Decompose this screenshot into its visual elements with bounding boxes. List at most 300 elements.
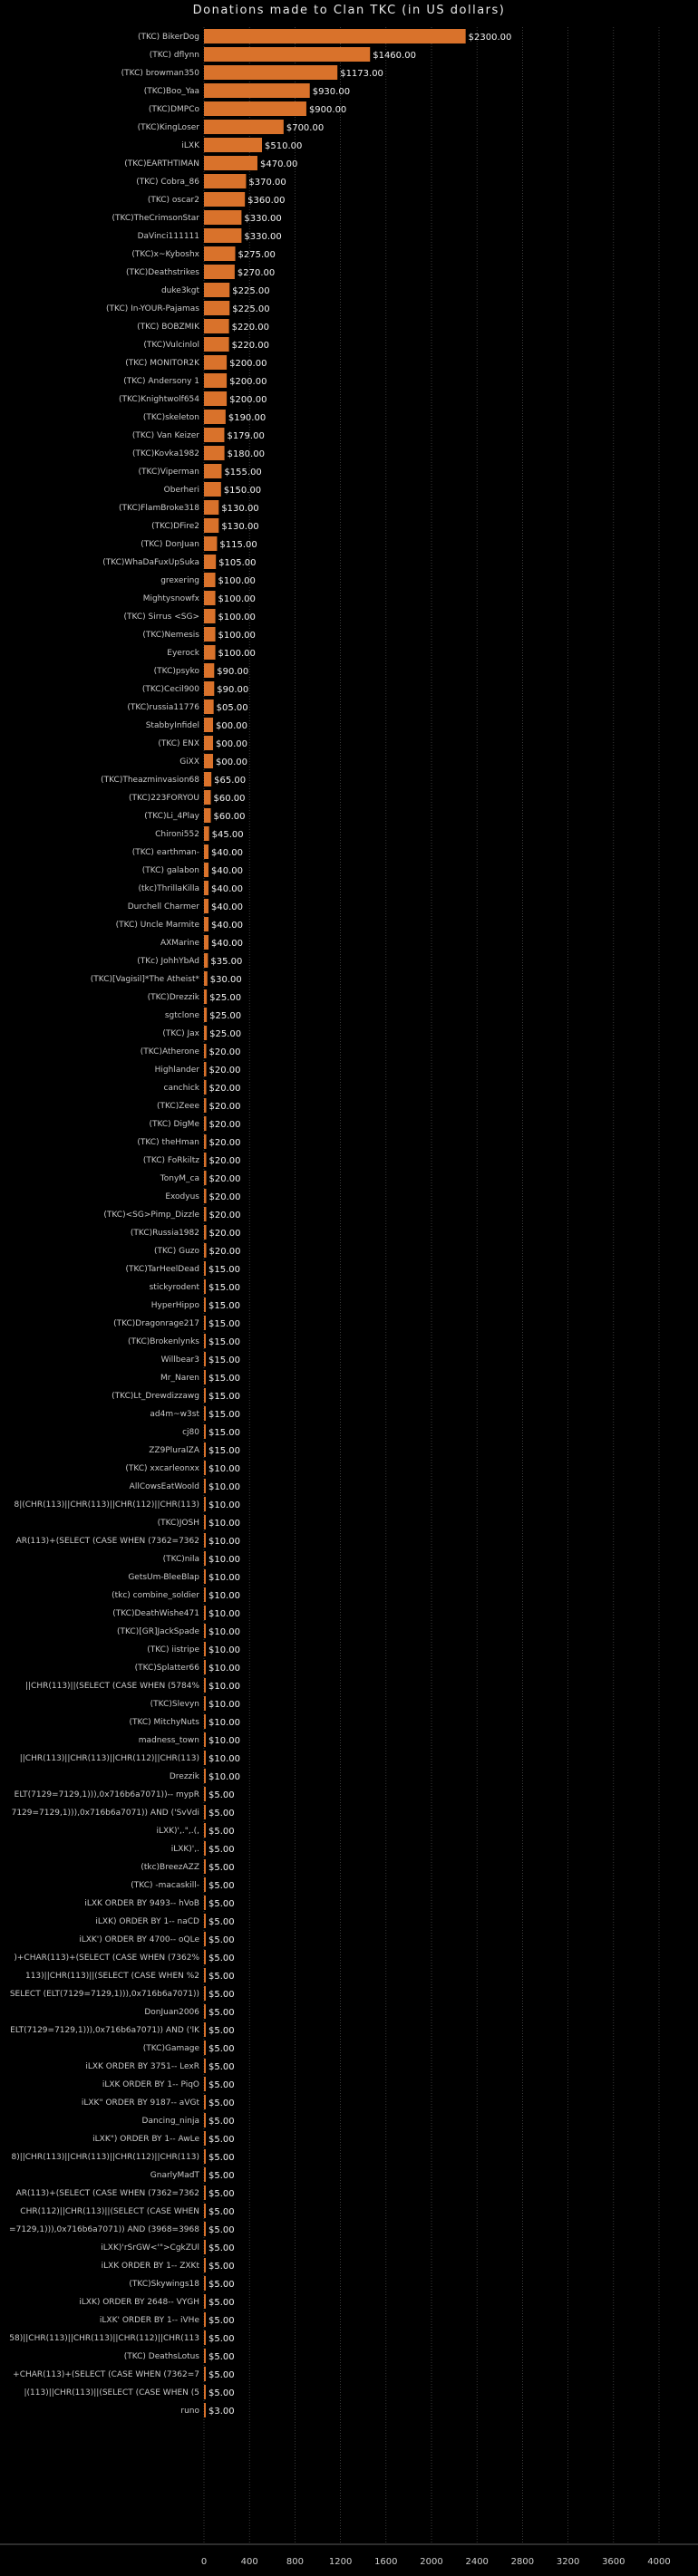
category-label: |(113)||CHR(113)||(SELECT (CASE WHEN (5 <box>24 2388 199 2398</box>
bar <box>204 1823 206 1838</box>
category-label: (TKC) ENX <box>158 739 199 748</box>
value-label: $5.00 <box>208 2117 235 2127</box>
value-label: $10.00 <box>208 1573 240 1583</box>
bar <box>204 1116 207 1131</box>
value-label: $20.00 <box>208 1084 241 1094</box>
value-label: $510.00 <box>265 141 303 151</box>
category-label: stickyrodent <box>149 1283 199 1292</box>
bar <box>204 1171 207 1185</box>
value-label: $20.00 <box>208 1192 241 1202</box>
bar <box>204 2185 206 2200</box>
category-label: 8|(CHR(113)||CHR(113)||CHR(112)||CHR(113) <box>14 1500 199 1510</box>
value-label: $20.00 <box>208 1247 241 1257</box>
category-label: sgtclone <box>164 1011 199 1020</box>
bar <box>204 2022 206 2037</box>
bar <box>204 826 209 841</box>
value-label: $10.00 <box>208 1627 240 1637</box>
bar <box>204 1388 206 1403</box>
bar <box>204 2294 206 2309</box>
bar <box>204 1189 207 1203</box>
bar <box>204 863 208 877</box>
bar <box>204 953 208 968</box>
bar <box>204 192 245 207</box>
bar <box>204 790 211 805</box>
value-label: $5.00 <box>208 2316 235 2326</box>
bar <box>204 156 257 170</box>
bar <box>204 772 211 786</box>
value-label: $5.00 <box>208 2080 235 2090</box>
category-label: (TKC)Slevyn <box>150 1700 199 1709</box>
bar <box>204 663 214 678</box>
bar <box>204 1080 207 1095</box>
category-label: iLXK)',.",.(, <box>156 1827 199 1836</box>
value-label: $3.00 <box>208 2407 235 2417</box>
value-label: $20.00 <box>208 1156 241 1166</box>
bar <box>204 881 208 895</box>
bar <box>204 29 466 43</box>
bar <box>204 1660 206 1674</box>
bar <box>204 2059 206 2073</box>
value-label: $10.00 <box>208 1482 240 1492</box>
value-label: $220.00 <box>231 323 269 333</box>
value-label: $225.00 <box>232 304 270 314</box>
value-label: $200.00 <box>229 395 267 405</box>
value-label: $40.00 <box>211 902 244 912</box>
category-label: iLXK)',. <box>170 1845 199 1854</box>
bar <box>204 1026 207 1040</box>
category-label: (TKC)Skywings18 <box>129 2280 199 2289</box>
bar <box>204 1986 206 2001</box>
category-label: ELT(7129=7129,1))),0x716b6a7071)) AND ('lK <box>10 2026 199 2035</box>
value-label: $155.00 <box>224 468 262 478</box>
bar <box>204 1479 206 1493</box>
category-label: (TKC) Van Keizer <box>131 431 199 440</box>
value-label: $5.00 <box>208 2044 235 2054</box>
bar <box>204 1207 207 1221</box>
bar <box>204 2312 206 2327</box>
value-label: $40.00 <box>211 884 244 894</box>
bar <box>204 1243 207 1258</box>
value-label: $60.00 <box>213 794 246 804</box>
bar <box>204 989 207 1004</box>
value-label: $10.00 <box>208 1500 240 1510</box>
value-label: $130.00 <box>221 522 259 532</box>
value-label: $00.00 <box>216 721 248 731</box>
bar <box>204 428 224 442</box>
value-label: $20.00 <box>208 1066 241 1076</box>
value-label: $10.00 <box>208 1736 240 1746</box>
value-label: $370.00 <box>248 178 286 188</box>
bar <box>204 971 208 986</box>
value-label: $45.00 <box>211 830 244 840</box>
value-label: $150.00 <box>223 486 262 496</box>
value-label: $00.00 <box>216 739 248 749</box>
category-label: iLXK ORDER BY 9493-- hVoB <box>84 1899 199 1908</box>
bar <box>204 1134 207 1149</box>
value-label: $5.00 <box>208 1863 235 1873</box>
value-label: $15.00 <box>208 1265 240 1275</box>
bar <box>204 1751 206 1765</box>
value-label: $5.00 <box>208 1881 235 1891</box>
bar <box>204 301 229 315</box>
category-label: iLXK <box>181 141 199 150</box>
category-label: Mr_Naren <box>160 1374 199 1383</box>
bar <box>204 1225 207 1240</box>
value-label: $20.00 <box>208 1138 241 1148</box>
category-label: (TKC) DonJuan <box>141 540 199 549</box>
category-label: iLXK ORDER BY 1-- PiqO <box>102 2080 199 2089</box>
category-label: iLXK ORDER BY 3751-- LexR <box>85 2062 199 2071</box>
category-label: Eyerock <box>167 649 199 658</box>
bar <box>204 174 246 188</box>
bar <box>204 1153 207 1167</box>
bar <box>204 2240 206 2254</box>
bar <box>204 1370 206 1384</box>
category-label: iLXK) ORDER BY 1-- naCD <box>95 1917 199 1926</box>
value-label: $5.00 <box>208 2225 235 2235</box>
value-label: $10.00 <box>208 1609 240 1619</box>
value-label: $25.00 <box>209 1011 242 1021</box>
bar <box>204 2204 206 2218</box>
bar <box>204 2149 206 2164</box>
category-label: (TKC)Gamage <box>142 2044 199 2053</box>
bar <box>204 1298 206 1312</box>
value-label: $10.00 <box>208 1682 240 1692</box>
bar <box>204 2385 206 2399</box>
value-label: $100.00 <box>218 576 256 586</box>
value-label: $20.00 <box>208 1102 241 1112</box>
x-tick-label: 800 <box>286 2557 304 2567</box>
bar <box>204 2403 206 2417</box>
category-label: (TKC) Sirrus <SG> <box>123 613 199 622</box>
bar <box>204 1008 207 1022</box>
value-label: $330.00 <box>244 214 282 224</box>
category-label: (TKC) In-YOUR-Pajamas <box>106 304 199 314</box>
x-axis-ticks <box>201 2557 671 2567</box>
value-label: $15.00 <box>208 1337 240 1347</box>
category-label: (TKC)Theazminvasion68 <box>101 776 199 785</box>
bar <box>204 917 208 931</box>
category-label: iLXK") ORDER BY 1-- AwLe <box>92 2135 199 2144</box>
category-labels <box>9 33 200 2416</box>
x-tick-label: 3200 <box>556 2557 580 2567</box>
bar <box>204 228 241 243</box>
x-tick-label: 400 <box>240 2557 258 2567</box>
value-label: $130.00 <box>221 504 259 514</box>
bar <box>204 1334 206 1348</box>
category-label: ZZ9PluralZA <box>149 1446 199 1455</box>
category-label: (TKC)psyko <box>153 667 199 676</box>
category-label: (TKC) xxcarleonxx <box>125 1464 199 1473</box>
x-tick-label: 0 <box>200 2557 208 2567</box>
category-label: (tkc)ThrillaKilla <box>138 884 199 893</box>
category-label: (tkc) combine_soldier <box>111 1591 199 1600</box>
bar <box>204 591 216 605</box>
value-label: $5.00 <box>208 1845 235 1855</box>
value-label: $5.00 <box>208 2171 235 2181</box>
bar <box>204 1968 206 1983</box>
category-label: (TKC)KingLoser <box>137 123 199 132</box>
value-label: $5.00 <box>208 1990 235 2000</box>
value-label: $2300.00 <box>468 33 512 43</box>
bar <box>204 1352 206 1366</box>
value-label: $360.00 <box>247 196 286 206</box>
value-labels <box>208 33 511 2417</box>
bar <box>204 2276 206 2291</box>
value-label: $225.00 <box>232 286 270 296</box>
category-label: ||CHR(113)||(SELECT (CASE WHEN (5784% <box>24 1682 199 1691</box>
category-label: iLXK" ORDER BY 9187-- aVGt <box>81 2098 199 2108</box>
value-label: $15.00 <box>208 1446 240 1456</box>
category-label: (TKC) Jax <box>162 1029 199 1038</box>
category-label: duke3kgt <box>160 286 199 295</box>
bar <box>204 627 216 642</box>
value-label: $5.00 <box>208 2062 235 2072</box>
category-label: (tkc)BreezAZZ <box>141 1863 199 1872</box>
category-label: (TKC) MitchyNuts <box>129 1718 199 1727</box>
category-label: (TKC) iistripe <box>147 1645 199 1655</box>
bar <box>204 1914 206 1928</box>
category-label: (TKC) -macaskill- <box>131 1881 199 1890</box>
category-label: (TKC)Vulcinlol <box>143 341 199 350</box>
category-label: (TKC)JOSH <box>157 1519 199 1528</box>
x-tick-label: 3600 <box>602 2557 625 2567</box>
value-label: $10.00 <box>208 1700 240 1710</box>
value-label: $100.00 <box>218 649 256 659</box>
bar <box>204 1279 206 1294</box>
bar <box>204 138 262 152</box>
bar <box>204 935 208 950</box>
value-label: $200.00 <box>229 359 267 369</box>
bar <box>204 1062 207 1076</box>
bar <box>204 609 216 623</box>
category-label: canchick <box>163 1084 199 1093</box>
bar <box>204 573 216 587</box>
category-label: +CHAR(113)+(SELECT (CASE WHEN (7362=7 <box>13 2370 199 2379</box>
bar <box>204 500 218 515</box>
category-label: madness_town <box>138 1736 199 1745</box>
x-tick-label: 2800 <box>510 2557 535 2567</box>
category-label: (TKC)Zeee <box>157 1102 199 1111</box>
value-label: $00.00 <box>216 757 248 767</box>
bar <box>204 699 214 714</box>
bar <box>204 808 211 823</box>
category-label: (TKC)Knightwolf654 <box>119 395 199 404</box>
value-label: $60.00 <box>213 812 246 822</box>
value-label: $5.00 <box>208 1899 235 1909</box>
category-label: 7129=7129,1))),0x716b6a7071)) AND ('SvVdi <box>11 1809 199 1818</box>
category-label: )+CHAR(113)+(SELECT (CASE WHEN (7362% <box>14 1954 199 1963</box>
value-label: $900.00 <box>308 105 347 115</box>
value-label: $5.00 <box>208 2135 235 2145</box>
bar <box>204 1587 206 1602</box>
category-label: CHR(112)||CHR(113)||(SELECT (CASE WHEN <box>20 2207 199 2216</box>
bar <box>204 1841 206 1856</box>
category-label: (TKC)nila <box>162 1555 199 1564</box>
value-label: $10.00 <box>208 1645 240 1655</box>
category-label: GnarlyMadT <box>150 2171 199 2180</box>
category-label: cj80 <box>182 1428 199 1437</box>
bar <box>204 645 216 660</box>
category-label: (TKC)x~Kyboshx <box>131 250 199 259</box>
category-label: SELECT (ELT(7129=7129,1))),0x716b6a7071)) <box>9 1990 199 1999</box>
category-label: (TKC) dflynn <box>149 51 199 60</box>
bar <box>204 536 217 551</box>
category-label: =7129,1))),0x716b6a7071)) AND (3968=3968 <box>9 2225 199 2234</box>
category-label: (TKC)Boo_Yaa <box>143 87 199 96</box>
value-label: $270.00 <box>237 268 276 278</box>
category-label: (TKC)DeathWishe471 <box>112 1609 199 1618</box>
bar <box>204 1442 206 1457</box>
bar <box>204 2041 206 2055</box>
value-label: $105.00 <box>218 558 257 568</box>
bar <box>204 718 213 732</box>
category-label: (TKC) Cobra_86 <box>136 178 199 187</box>
value-label: $5.00 <box>208 2153 235 2163</box>
value-label: $15.00 <box>208 1356 240 1365</box>
value-label: $220.00 <box>231 341 269 351</box>
category-label: StabbyInfidel <box>145 721 199 730</box>
bar <box>204 1098 207 1113</box>
category-label: iLXK) ORDER BY 2648-- VYGH <box>79 2298 199 2307</box>
bar <box>204 1044 207 1058</box>
bar <box>204 1950 206 1964</box>
value-label: $5.00 <box>208 2008 235 2018</box>
bar <box>204 2367 206 2381</box>
value-label: $5.00 <box>208 2334 235 2344</box>
category-label: (TKC)Drezzik <box>147 993 199 1002</box>
value-label: $5.00 <box>208 1790 235 1800</box>
value-label: $35.00 <box>210 957 243 967</box>
value-label: $05.00 <box>216 703 248 713</box>
value-label: $5.00 <box>208 2298 235 2308</box>
value-label: $25.00 <box>209 993 242 1003</box>
bar <box>204 2004 206 2019</box>
category-label: (TKC)Splatter66 <box>134 1664 199 1673</box>
category-label: Dancing_ninja <box>141 2117 199 2126</box>
category-label: (TKC)Nemesis <box>142 631 199 640</box>
category-label: (TKC) theHman <box>137 1138 199 1147</box>
category-label: (TKC) MONITOR2K <box>125 359 199 368</box>
category-label: (TKC)Cecil900 <box>141 685 199 694</box>
category-label: ELT(7129=7129,1))),0x716b6a7071))-- mypR <box>14 1790 199 1799</box>
bar <box>204 482 221 497</box>
category-label: (TKC)russia11776 <box>127 703 199 712</box>
category-label: Chironi552 <box>155 830 199 839</box>
value-label: $5.00 <box>208 2207 235 2217</box>
x-tick-label: 2000 <box>420 2557 443 2567</box>
value-label: $15.00 <box>208 1374 240 1384</box>
bar <box>204 1805 206 1819</box>
value-label: $65.00 <box>214 776 247 786</box>
gridlines <box>0 27 698 2544</box>
value-label: $15.00 <box>208 1410 240 1420</box>
value-label: $15.00 <box>208 1392 240 1402</box>
category-label: (TKC)[Vagisil]*The Atheist* <box>90 975 199 984</box>
category-label: AR(113)+(SELECT (CASE WHEN (7362=7362 <box>15 1537 199 1546</box>
category-label: (TKC)Brokenlynks <box>128 1337 199 1346</box>
category-label: (TKC) BikerDog <box>137 33 199 42</box>
value-label: $5.00 <box>208 2262 235 2272</box>
bar <box>204 1696 206 1711</box>
category-label: DaVinci111111 <box>137 232 199 241</box>
category-label: (TKC) browman350 <box>121 69 199 78</box>
value-label: $10.00 <box>208 1519 240 1529</box>
value-label: $40.00 <box>211 939 244 949</box>
value-label: $115.00 <box>219 540 257 550</box>
category-label: (TKC) oscar2 <box>147 196 199 205</box>
category-label: (TKC) earthman- <box>131 848 199 857</box>
x-tick-label: 4000 <box>647 2557 671 2567</box>
category-label: (TKc) JohhYbAd <box>137 957 199 966</box>
bar <box>204 2167 206 2182</box>
bar <box>204 1497 206 1511</box>
bar <box>204 2095 206 2109</box>
bar <box>204 1642 206 1656</box>
bar <box>204 1877 206 1892</box>
value-label: $100.00 <box>218 594 256 604</box>
bar <box>204 1714 206 1729</box>
bar <box>204 1316 206 1330</box>
category-label: Drezzik <box>169 1772 199 1781</box>
bar <box>204 246 236 261</box>
bar <box>204 265 235 279</box>
value-label: $20.00 <box>208 1229 241 1239</box>
value-label: $40.00 <box>211 848 244 858</box>
category-label: (TKC)223FORYOU <box>128 794 199 803</box>
value-label: $20.00 <box>208 1047 241 1057</box>
value-label: $10.00 <box>208 1555 240 1565</box>
value-label: $100.00 <box>218 631 256 641</box>
category-label: GiXX <box>179 757 199 767</box>
value-label: $10.00 <box>208 1664 240 1674</box>
value-label: $10.00 <box>208 1754 240 1764</box>
value-label: $5.00 <box>208 1917 235 1927</box>
category-label: (TKC)[GR]JackSpade <box>117 1627 199 1636</box>
category-label: Mightysnowfx <box>142 594 199 603</box>
bar <box>204 1624 206 1638</box>
category-label: DonJuan2006 <box>144 2008 199 2017</box>
value-label: $10.00 <box>208 1464 240 1474</box>
category-label: (TKC)<SG>Pimp_Dizzle <box>103 1211 199 1220</box>
bar <box>204 47 370 62</box>
category-label: 113)||CHR(113)||(SELECT (CASE WHEN %2 <box>24 1972 199 1981</box>
bar <box>204 899 208 913</box>
bar <box>204 410 226 424</box>
category-label: (TKC)Kovka1982 <box>132 449 199 458</box>
category-label: (TKC) FoRkiltz <box>142 1156 199 1165</box>
category-label: (TKC) DeathsLotus <box>123 2352 199 2361</box>
category-label: (TKC) Guzo <box>154 1247 199 1256</box>
category-label: (TKC) Uncle Marmite <box>115 921 199 930</box>
category-label: GetsUm-BleeBlap <box>128 1573 199 1582</box>
value-label: $5.00 <box>208 1935 235 1945</box>
category-label: (TKC)Dragonrage217 <box>113 1319 199 1328</box>
bar <box>204 1515 206 1529</box>
x-tick-label: 2400 <box>465 2557 489 2567</box>
value-label: $15.00 <box>208 1319 240 1329</box>
category-label: 58)||CHR(113)||CHR(113)||CHR(112)||CHR(113 <box>9 2334 199 2343</box>
bar <box>204 844 208 859</box>
bar <box>204 1606 206 1620</box>
category-label: (TKC)Viperman <box>138 468 199 477</box>
bar <box>204 518 218 533</box>
category-label: (TKC) Andersony 1 <box>123 377 199 386</box>
value-label: $1460.00 <box>373 51 416 61</box>
category-label: Durchell Charmer <box>127 902 199 912</box>
category-label: grexering <box>160 576 199 585</box>
category-label: 8)||CHR(113)||CHR(113)||CHR(112)||CHR(113) <box>11 2153 199 2162</box>
